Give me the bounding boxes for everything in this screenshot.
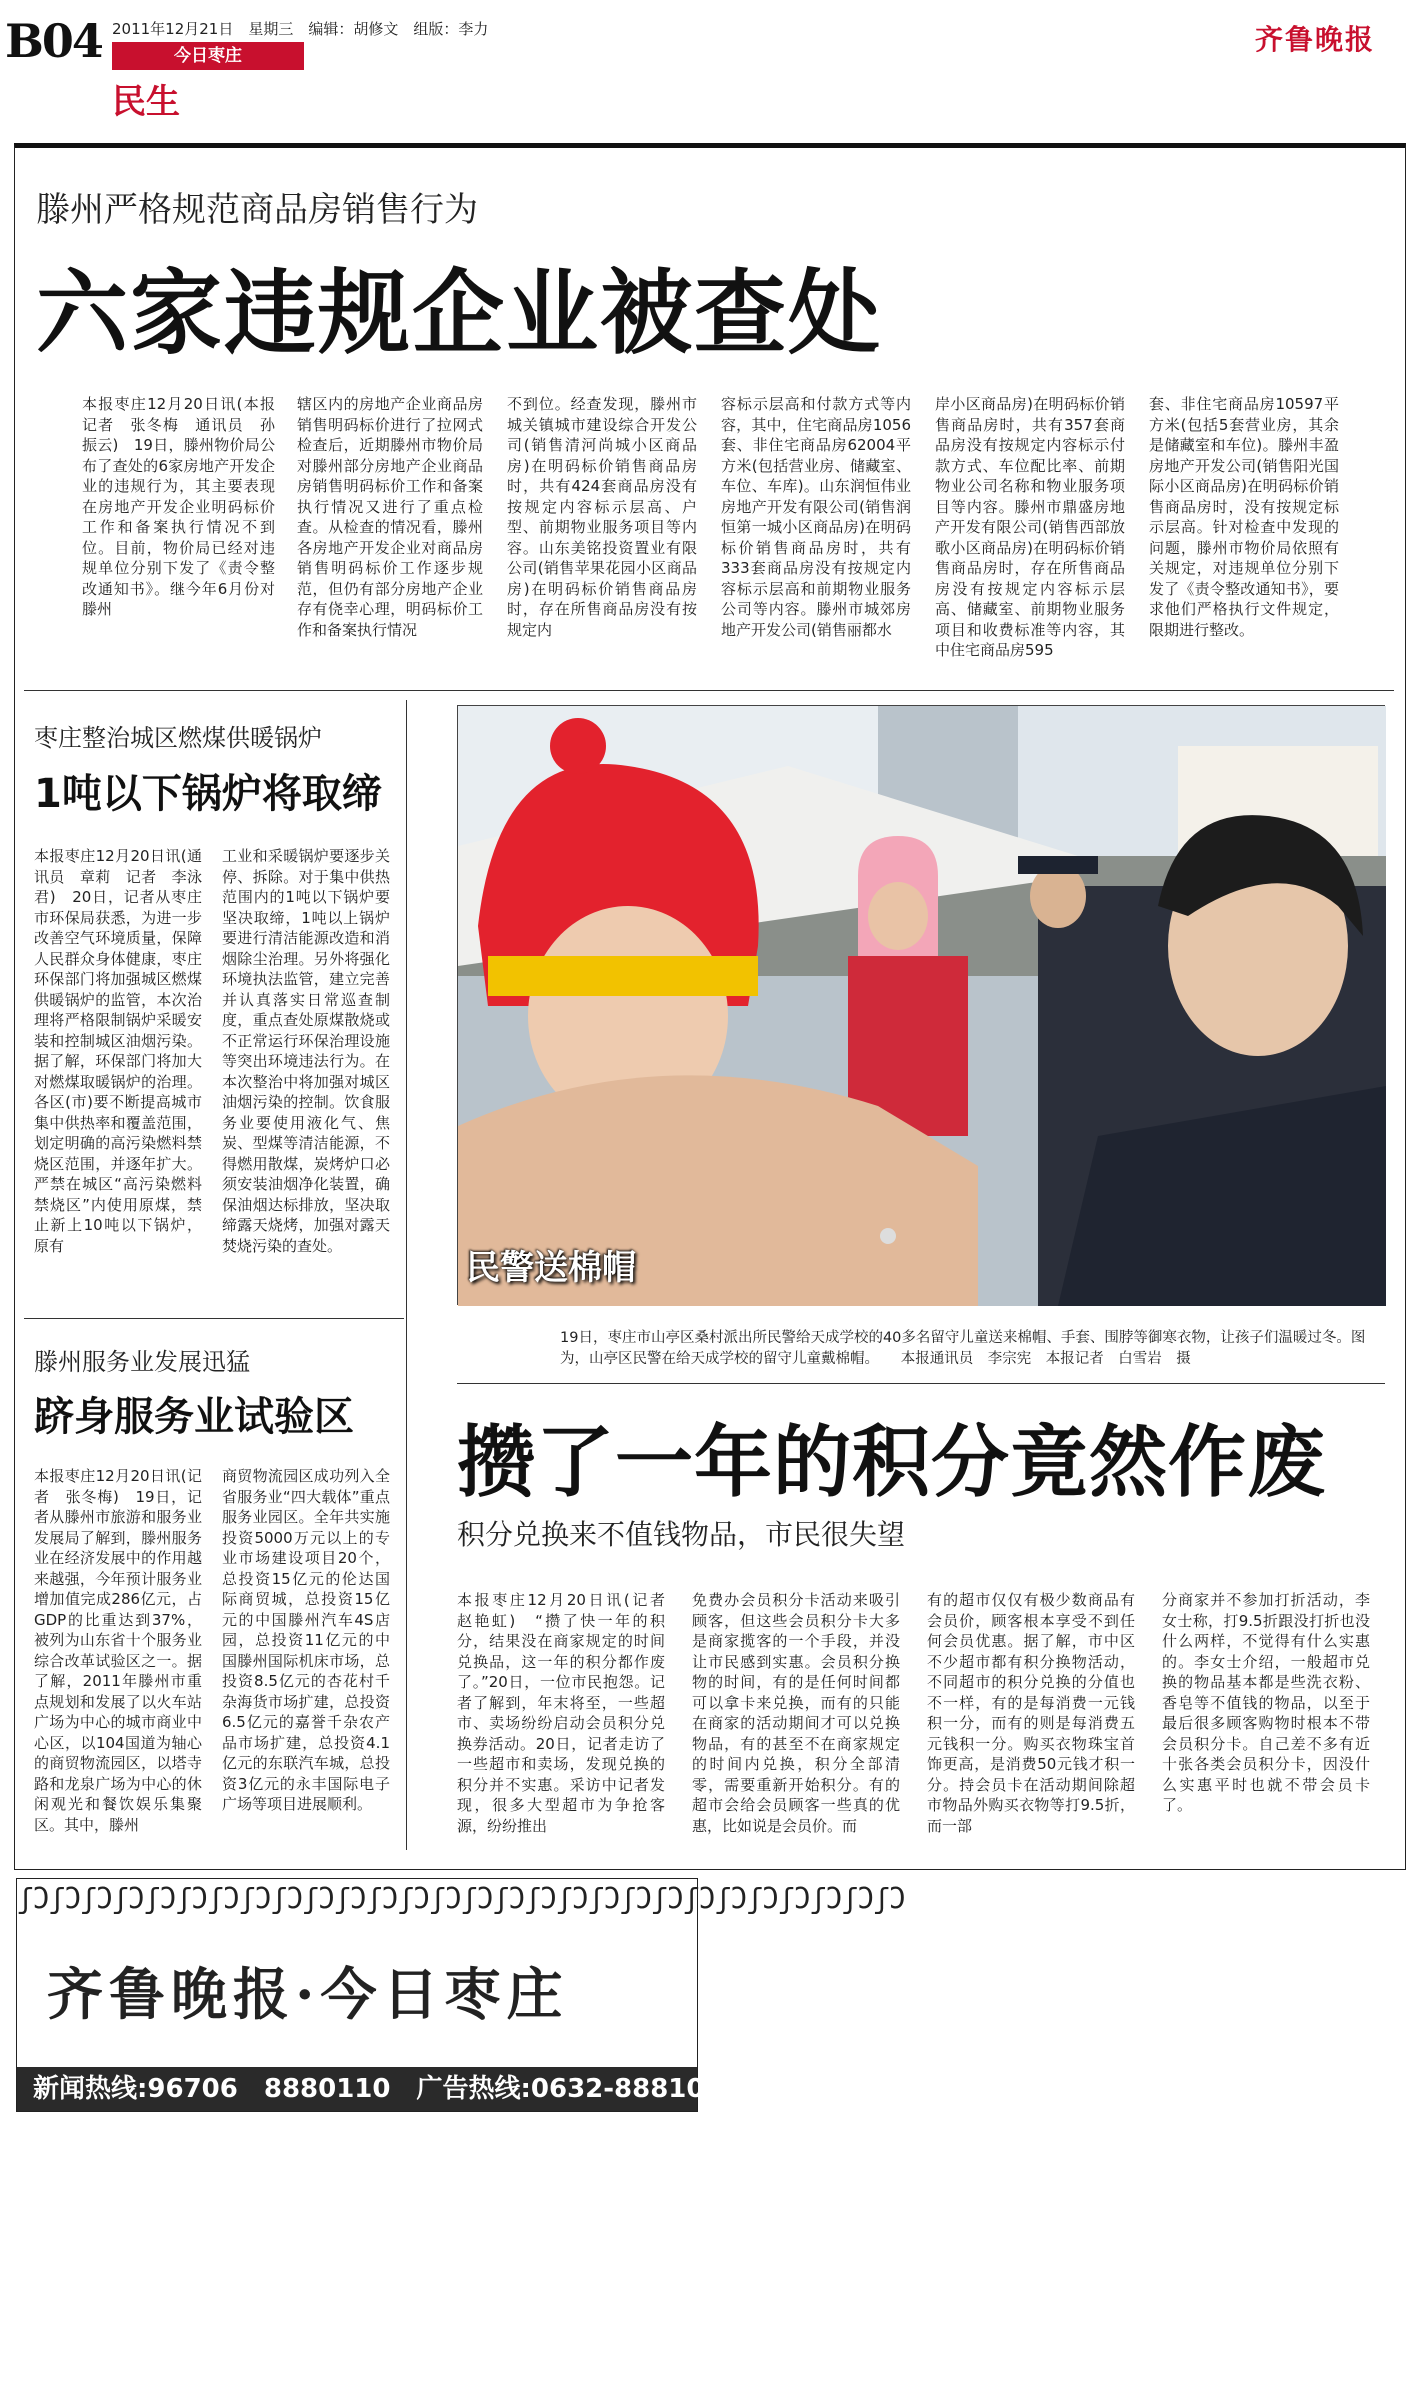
points-col-1: 本报枣庄12月20日讯(记者 赵艳虹) “攒了快一年的积分，结果没在商家规定的时间兑换品，这一年的积分都作废了。”20日，一位市民抱怨。记者了解到，年末将至，一些超市、卖场纷纷启动会员积分兑换券活动。20日，记者走访了一些超市和卖场，发现兑换的积分并不实惠。采访中记者发现，很多大型超市为争抢客源，纷纷推出: [457, 1591, 681, 1835]
news-photo: [457, 705, 1385, 1305]
lead-kicker: 滕州严格规范商品房销售行为: [36, 190, 478, 230]
decorative-border: ʃϽʃϽʃϽʃϽʃϽʃϽʃϽʃϽʃϽʃϽʃϽʃϽʃϽʃϽʃϽʃϽʃϽʃϽʃϽʃϽʃϽʃϽʃϽʃϽʃϽʃϽʃϽʃϽ: [17, 1882, 906, 1915]
service-col-1: 本报枣庄12月20日讯(记者 张冬梅) 19日，记者从滕州市旅游和服务业发展局了解到，滕州服务业在经济发展中的作用越来越强，今年预计服务业增加值完成286亿元，占GDP的比重达到37%，被列为山东省十个服务业综合改革试验区之一。据了解，2011年滕州市重点规划和发展了以火车站广场为中心的城市商业中心区，以104国道为轴心的商贸物流园区，以塔寺路和龙泉广场为中心的休闲观光和餐饮娱乐集聚区。其中，滕州: [34, 1467, 202, 1834]
hotline-bar: 新闻热线:96706 8880110 广告热线:0632-8881027: [17, 2067, 697, 2111]
divider-left-column: [406, 700, 407, 1850]
service-col-2: 商贸物流园区成功列入全省服务业“四大载体”重点服务业园区。全年共实施投资5000万元以上的专业市场建设项目20个，总投资15亿元的伦达国际商贸城，总投资15亿元的中国滕州汽车4S店园，总投资11亿元的中国滕州国际机床市场，总投资8.5亿元的杏花村千杂海货市场扩建，总投资6.5亿元的嘉誉千杂农产品市场扩建，总投资4.1亿元的东联汽车城，总投资3亿元的永丰国际电子广场等项目进展顺利。: [222, 1467, 390, 1813]
boiler-kicker: 枣庄整治城区燃煤供暖锅炉: [34, 724, 322, 752]
masthead-logo: 齐鲁晚报: [1255, 23, 1376, 56]
lead-col-3: 不到位。经查发现，滕州市城关镇城市建设综合开发公司(销售清河尚城小区商品房)在明码标价销售商品房时，共有424套商品房没有按规定内容标示层高、户型、前期物业服务项目等内容。山东美铭投资置业有限公司(销售苹果花园小区商品房)在明码标价销售商品房时，存在所售商品房没有按规定内: [507, 395, 697, 639]
section-title: 民生: [112, 82, 180, 122]
boiler-headline: 1吨以下锅炉将取缔: [34, 771, 382, 817]
boiler-col-2: 工业和采暖锅炉要逐步关停、拆除。对于集中供热范围内的1吨以下锅炉要坚决取缔，1吨以上锅炉要进行清洁能源改造和消烟除尘治理。另外将强化环境执法监管，建立完善并认真落实日常巡查制度，重点查处原煤散烧或不正常运行环保治理设施等突出环境违法行为。在本次整治中将加强对城区油烟污染的控制。饮食服务业要使用液化气、焦炭、型煤等清洁能源，不得燃用散煤，炭烤炉口必须安装油烟净化装置，确保油烟达标排放，坚决取缔露天烧烤，加强对露天焚烧污染的查处。: [222, 847, 390, 1255]
divider-lead: [24, 690, 1394, 691]
lead-col-6: 套、非住宅商品房10597平方米(包括5套营业房，其余是储藏室和车位)。滕州丰盈房地产开发公司(销售阳光国际小区商品房)在明码标价销售商品房时，没有按规定标示层高。针对检查中发现的问题，滕州市物价局依照有关规定，对违规单位分别下发了《责令整改通知书》，要求他们严格执行文件规定，限期进行整改。: [1149, 395, 1339, 639]
boiler-col-1: 本报枣庄12月20日讯(通讯员 章莉 记者 李泳君) 20日，记者从枣庄市环保局获悉，为进一步改善空气环境质量，保障人民群众身体健康，枣庄环保部门将加强城区燃煤供暖锅炉的监管，本次治理将严格限制锅炉采暖安装和控制城区油烟污染。据了解，环保部门将加大对燃煤取暖锅炉的治理。各区(市)要不断提高城市集中供热率和覆盖范围，划定明确的高污染燃料禁烧区范围，并逐年扩大。严禁在城区“高污染燃料禁烧区”内使用原煤，禁止新上10吨以下锅炉，原有: [34, 847, 202, 1255]
section-tag: 今日枣庄: [112, 42, 304, 70]
service-kicker: 滕州服务业发展迅猛: [34, 1348, 250, 1376]
photo-caption: 19日，枣庄市山亭区桑村派出所民警给天成学校的40多名留守儿童送来棉帽、手套、围脖等御寒衣物，让孩子们温暖过冬。图为，山亭区民警在给天成学校的留守儿童戴棉帽。 本报通讯员 李宗宪 本报记者 白雪岩 摄: [560, 1330, 1366, 1367]
footer-logo-title: 齐鲁晚报·今日枣庄: [47, 1962, 569, 2028]
photo-illustration: [458, 706, 1386, 1306]
service-headline: 跻身服务业试验区: [34, 1394, 354, 1440]
footer-logo-block: [16, 1878, 906, 2112]
page-number: B04: [5, 14, 102, 68]
lead-col-5: 岸小区商品房)在明码标价销售商品房时，共有357套商品房没有按规定内容标示付款方式、车位配比率、前期物业公司名称和物业服务项目等内容。滕州市鼎盛房地产开发有限公司(销售西部放歌小区商品房)在明码标价销售商品房时，存在所售商品房没有按规定内容标示层高、储藏室、前期物业服务项目和收费标准等内容，其中住宅商品房595: [935, 395, 1125, 659]
lead-col-2: 辖区内的房地产企业商品房销售明码标价进行了拉网式检查后，近期滕州市物价局对滕州部分房地产企业商品房销售明码标价工作和备案执行情况又进行了重点检查。从检查的情况看，滕州各房地产开发企业对商品房销售明码标价工作逐步规范，但仍有部分房地产企业存有侥幸心理，明码标价工作和备案执行情况: [297, 395, 483, 639]
points-subhead: 积分兑换来不值钱物品，市民很失望: [457, 1518, 906, 1551]
lead-headline: 六家违规企业被查处: [36, 260, 883, 367]
divider-boiler: [24, 1318, 404, 1319]
points-col-3: 有的超市仅仅有极少数商品有会员价，顾客根本享受不到任何会员优惠。据了解，市中区不少超市都有积分换物活动，不同超市的积分兑换的分值也不一样，有的是每消费一元钱积一分，而有的则是每消费五元钱积一分。购买衣物珠宝首饰更高，是消费50元钱才积一分。持会员卡在活动期间除超市物品外购买衣物等打9.5折，而一部: [927, 1591, 1135, 1835]
divider-photo: [457, 1383, 1385, 1384]
points-col-2: 免费办会员积分卡活动来吸引顾客，但这些会员积分卡大多是商家揽客的一个手段，并没让市民感到实惠。会员积分换物的时间，有的是任何时间都可以拿卡来兑换，而有的只能在商家的活动期间才可以兑换物品，有的甚至不在商家规定的时间内兑换，积分全部清零，需要重新开始积分。有的超市会给会员顾客一些真的优惠，比如说是会员价。而: [692, 1591, 900, 1835]
issue-meta: 2011年12月21日 星期三 编辑：胡修文 组版：李力: [112, 20, 489, 38]
lead-col-4: 容标示层高和付款方式等内容，其中，住宅商品房1056套、非住宅商品房62004平方米(包括营业房、储藏室、车位、车库)。山东润恒伟业房地产开发有限公司(销售润恒第一城小区商品房)在明码标价销售商品房时，共有333套商品房没有按规定内容标示层高和前期物业服务公司等内容。滕州市城郊房地产开发公司(销售丽都水: [721, 395, 911, 639]
photo-label: 民警送棉帽: [466, 1248, 636, 1288]
points-col-4: 分商家并不参加打折活动，李女士称，打9.5折跟没打折也没什么两样，不觉得有什么实惠的。李女士介绍，一般超市兑换的物品基本都是些洗衣粉、香皂等不值钱的物品，以至于最后很多顾客购物时根本不带会员积分卡。自己差不多有近十张各类会员积分卡，因没什么实惠平时也就不带会员卡了。: [1162, 1591, 1370, 1814]
lead-col-1: 本报枣庄12月20日讯(本报记者 张冬梅 通讯员 孙振云) 19日，滕州物价局公布了查处的6家房地产开发企业的违规行为，其主要表现在房地产开发企业明码标价工作和备案执行情况不到位。目前，物价局已经对违规单位分别下发了《责令整改通知书》。继今年6月份对滕州: [82, 395, 275, 618]
points-headline: 攒了一年的积分竟然作废: [457, 1418, 1327, 1508]
